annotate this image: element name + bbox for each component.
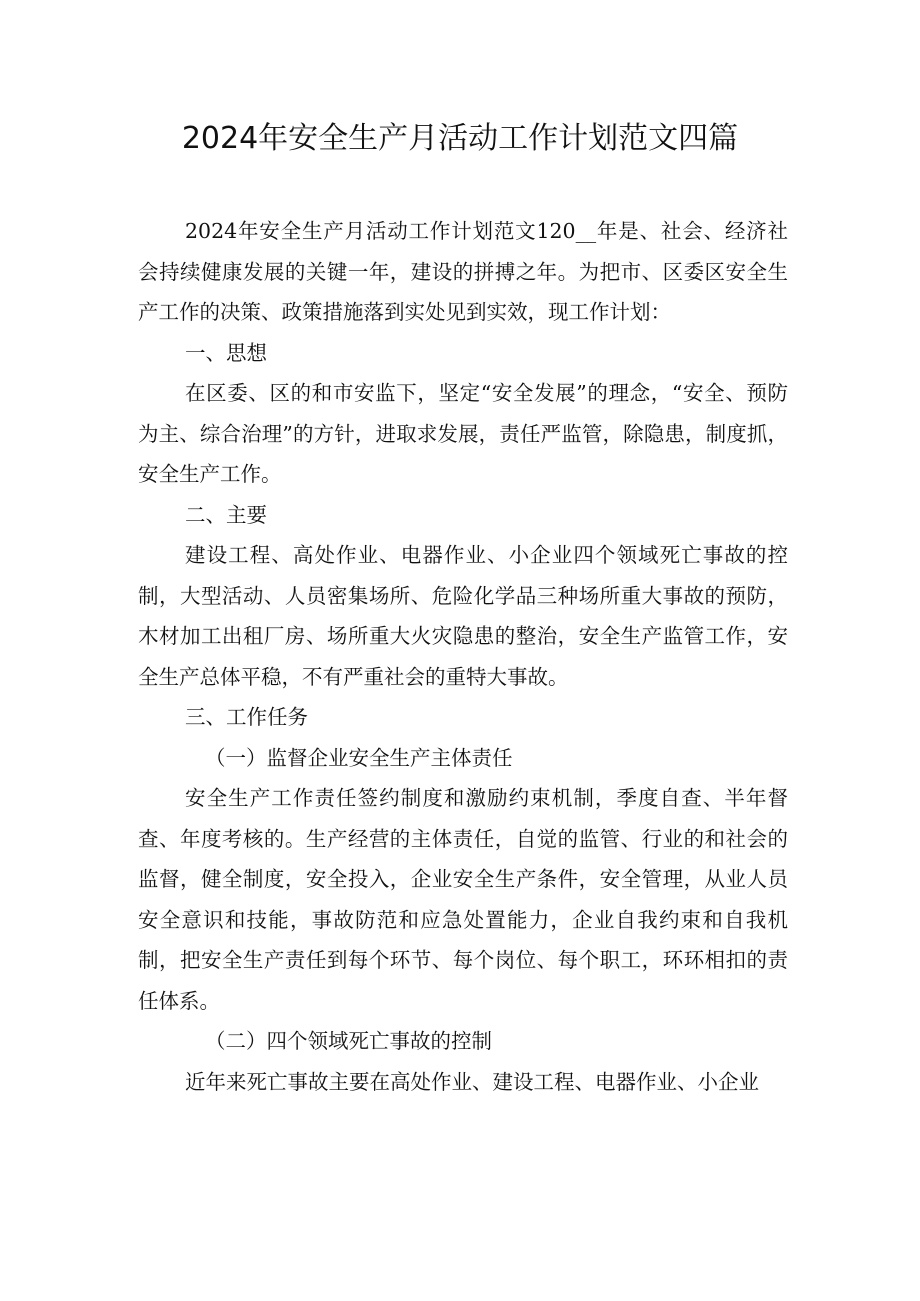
section-heading: 一、思想: [185, 340, 267, 365]
document-title: 2024年安全生产月活动工作计划范文四篇: [181, 121, 739, 156]
paragraph: 在区委、区的和市安监下，坚定“安全发展”的理念，“安全、预防为主、综合治理”的方针，进取求发展，责任严监管，除隐患，制度抓，安全生产工作。: [138, 381, 788, 486]
paragraph: 建设工程、高处作业、电器作业、小企业四个领域死亡事故的控制，大型活动、人员密集场所、危险化学品三种场所重大事故的预防，木材加工出租厂房、场所重大火灾隐患的整治，安全生产监管工作，安全生产总体平稳，不有严重社会的重特大事故。: [138, 543, 788, 689]
paragraph: 2024年安全生产月活动工作计划范文120__年是、社会、经济社会持续健康发展的关键一年，建设的拼搏之年。为把市、区委区安全生产工作的决策、政策措施落到实处见到实效，现工作计划：: [138, 219, 788, 324]
subsection-heading: （一）监督企业安全生产主体责任: [205, 745, 513, 770]
paragraph: 近年来死亡事故主要在高处作业、建设工程、电器作业、小企业: [185, 1069, 759, 1094]
document-body: [138, 211, 788, 1102]
subsection-heading: （二）四个领域死亡事故的控制: [205, 1029, 492, 1053]
section-heading: 二、主要: [185, 502, 267, 527]
section-heading: 三、工作任务: [185, 705, 308, 729]
paragraph: 安全生产工作责任签约制度和激励约束机制，季度自查、半年督查、年度考核的。生产经营的主体责任，自觉的监管、行业的和社会的监督，健全制度，安全投入，企业安全生产条件，安全管理，从业人员安全意识和技能，事故防范和应急处置能力，企业自我约束和自我机制，把安全生产责任到每个环节、每个岗位、每个职工，环环相扣的责任体系。: [138, 786, 788, 1013]
